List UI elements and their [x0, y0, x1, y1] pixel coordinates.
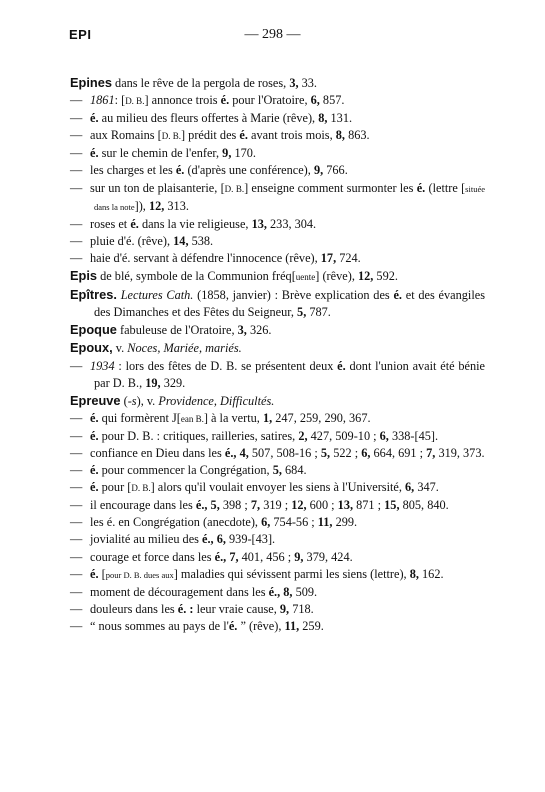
entry-epitres: Epîtres. Lectures Cath. (1858, janvier) : Brève explication des é. et des évangiles des Dimanches et des Fêtes du Seigneur, 5, 787.: [70, 287, 485, 320]
subentry: — aux Romains [D. B.] prédit des é. avant trois mois, 8, 863.: [70, 128, 370, 143]
entry-epoque: Epoque fabuleuse de l'Oratoire, 3, 326.: [70, 322, 272, 338]
index-entries: [70, 74, 485, 635]
subentry: — “ nous sommes au pays de l'é. ” (rêve), 11, 259.: [70, 618, 324, 633]
entry-epines: Epines dans le rêve de la pergola de roses, 3, 33.: [70, 75, 317, 90]
subentry: — é. au milieu des fleurs offertes à Marie (rêve), 8, 131.: [70, 111, 353, 126]
subentry: — 1934 : lors des fêtes de D. B. se présentent deux é. dont l'union avait été bénie par D. B., 19, 329.: [70, 358, 485, 390]
subentry: — é. pour D. B. : critiques, railleries, satires, 2, 427, 509-10 ; 6, 338-[45].: [70, 428, 439, 443]
running-head: EPI: [69, 27, 92, 42]
subentry: — é. pour commencer la Congrégation, 5, 684.: [70, 463, 307, 478]
subentry: — roses et é. dans la vie religieuse, 13, 233, 304.: [70, 216, 317, 231]
subentry: — pluie d'é. (rêve), 14, 538.: [70, 233, 214, 248]
subentry: — 1861: [D. B.] annonce trois é. pour l'Oratoire, 6, 857.: [70, 93, 345, 108]
subentry: — é. pour [D. B.] alors qu'il voulait envoyer les siens à l'Université, 6, 347.: [70, 480, 439, 495]
subentry: — é. sur le chemin de l'enfer, 9, 170.: [70, 146, 257, 161]
subentry: — courage et force dans les é., 7, 401, 456 ; 9, 379, 424.: [70, 549, 353, 564]
subentry: — moment de découragement dans les é., 8, 509.: [70, 584, 318, 599]
entry-epreuve: Epreuve (-s), v. Providence, Difficultés.: [70, 392, 275, 408]
subentry: — é. [pour D. B. dues aux] maladies qui sévissent parmi les siens (lettre), 8, 162.: [70, 566, 444, 581]
page-header: [0, 27, 545, 47]
subentry: — les é. en Congrégation (anecdote), 6, 754-56 ; 11, 299.: [70, 515, 358, 530]
subentry: — haie d'é. servant à défendre l'innocence (rêve), 17, 724.: [70, 250, 361, 265]
subentry: — é. qui formèrent J[ean B.] à la vertu, 1, 247, 259, 290, 367.: [70, 410, 371, 425]
entry-epis: Epis de blé, symbole de la Communion fréq[uente] (rêve), 12, 592.: [70, 268, 398, 284]
subentry: — les charges et les é. (d'après une conférence), 9, 766.: [70, 163, 348, 178]
entry-epoux: Epoux, v. Noces, Mariée, mariés.: [70, 340, 242, 356]
subentry: — confiance en Dieu dans les é., 4, 507, 508-16 ; 5, 522 ; 6, 664, 691 ; 7, 319, 373.: [70, 445, 485, 460]
subentry: — sur un ton de plaisanterie, [D. B.] enseigne comment surmonter les é. (lettre [située dans la note]), 12, 313.: [70, 180, 485, 213]
subentry: — jovialité au milieu des é., 6, 939-[43].: [70, 532, 276, 547]
subentry: — douleurs dans les é. : leur vraie cause, 9, 718.: [70, 601, 314, 616]
subentry: — il encourage dans les é., 5, 398 ; 7, 319 ; 12, 600 ; 13, 871 ; 15, 805, 840.: [70, 498, 449, 513]
page-number: — 298 —: [244, 27, 301, 42]
